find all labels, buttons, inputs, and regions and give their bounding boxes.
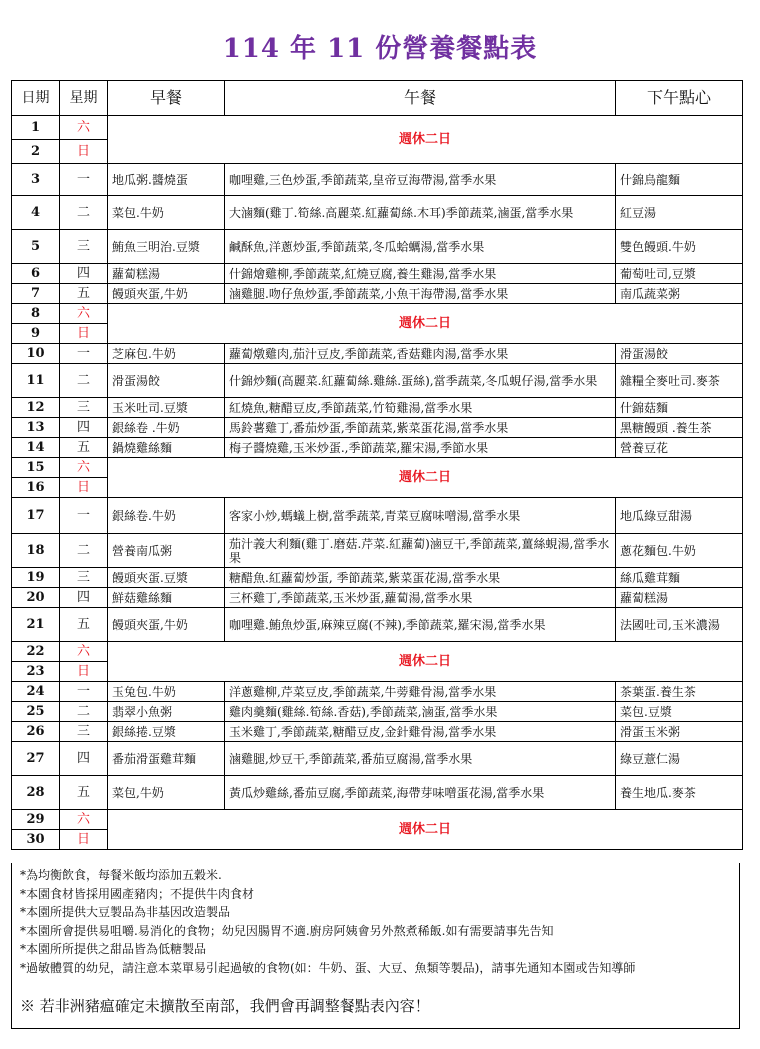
- weekday-cell: 三: [60, 722, 108, 742]
- menu-row: [12, 364, 743, 398]
- menu-row: [12, 682, 743, 702]
- breakfast-cell: 饅頭夾蛋,牛奶: [108, 284, 225, 304]
- weekday-cell: 二: [60, 364, 108, 398]
- weekday-cell: 五: [60, 438, 108, 458]
- date-cell: 14: [12, 438, 60, 458]
- date-cell: 21: [12, 608, 60, 642]
- breakfast-cell: 玉米吐司.豆漿: [108, 398, 225, 418]
- snack-cell: 養生地瓜.麥茶: [616, 776, 743, 810]
- lunch-cell: 鹹酥魚,洋蔥炒蛋,季節蔬菜,冬瓜蛤蠣湯,當季水果: [225, 230, 616, 264]
- menu-row: [12, 702, 743, 722]
- breakfast-cell: 饅頭夾蛋,牛奶: [108, 608, 225, 642]
- holiday-row: [12, 116, 743, 140]
- lunch-cell: 什錦燴雞柳,季節蔬菜,紅燒豆腐,養生雞湯,當季水果: [225, 264, 616, 284]
- lunch-cell: 客家小炒,螞蟻上樹,當季蔬菜,青菜豆腐味噌湯,當季水果: [225, 498, 616, 534]
- snack-cell: 滑蛋玉米粥: [616, 722, 743, 742]
- menu-row: [12, 722, 743, 742]
- holiday-row: [12, 458, 743, 478]
- snack-cell: 什錦菇麵: [616, 398, 743, 418]
- snack-cell: 茶葉蛋.養生茶: [616, 682, 743, 702]
- date-cell: 19: [12, 568, 60, 588]
- breakfast-cell: 鮪魚三明治.豆漿: [108, 230, 225, 264]
- date-cell: 10: [12, 344, 60, 364]
- breakfast-cell: 銀絲卷 .牛奶: [108, 418, 225, 438]
- weekday-cell: 日: [60, 478, 108, 498]
- breakfast-cell: 銀絲捲.豆漿: [108, 722, 225, 742]
- lunch-cell: 玉米雞丁,季節蔬菜,糖醋豆皮,金針雞骨湯,當季水果: [225, 722, 616, 742]
- date-cell: 4: [12, 196, 60, 230]
- lunch-cell: 茄汁義大利麵(雞丁.磨菇.芹菜.紅蘿蔔)滷豆干,季節蔬菜,薑絲蜆湯,當季水果: [225, 534, 616, 568]
- breakfast-cell: 菜包.牛奶: [108, 196, 225, 230]
- header-snack: 下午點心: [616, 81, 743, 116]
- lunch-cell: 雞肉羹麵(雞絲.筍絲.香菇),季節蔬菜,滷蛋,當季水果: [225, 702, 616, 722]
- lunch-cell: 紅燒魚,糖醋豆皮,季節蔬菜,竹筍雞湯,當季水果: [225, 398, 616, 418]
- snack-cell: 菜包.豆漿: [616, 702, 743, 722]
- weekday-cell: 五: [60, 608, 108, 642]
- menu-body: [12, 116, 743, 850]
- menu-row: [12, 164, 743, 196]
- final-note: ※ 若非洲豬瘟確定未擴散至南部，我們會再調整餐點表內容！: [20, 997, 430, 1015]
- breakfast-cell: 銀絲卷.牛奶: [108, 498, 225, 534]
- weekday-cell: 日: [60, 140, 108, 164]
- breakfast-cell: 鍋燒雞絲麵: [108, 438, 225, 458]
- menu-row: [12, 608, 743, 642]
- breakfast-cell: 芝麻包.牛奶: [108, 344, 225, 364]
- snack-cell: 雙色饅頭.牛奶: [616, 230, 743, 264]
- snack-cell: 絲瓜雞茸麵: [616, 568, 743, 588]
- weekday-cell: 二: [60, 702, 108, 722]
- snack-cell: 地瓜綠豆甜湯: [616, 498, 743, 534]
- date-cell: 7: [12, 284, 60, 304]
- date-cell: 24: [12, 682, 60, 702]
- menu-row: [12, 398, 743, 418]
- weekday-cell: 五: [60, 284, 108, 304]
- lunch-cell: 咖哩雞,三色炒蛋,季節蔬菜,皇帝豆海帶湯,當季水果: [225, 164, 616, 196]
- snack-cell: 綠豆薏仁湯: [616, 742, 743, 776]
- lunch-cell: 黃瓜炒雞絲,番茄豆腐,季節蔬菜,海帶芽味噌蛋花湯,當季水果: [225, 776, 616, 810]
- lunch-cell: 梅子醬燒雞,玉米炒蛋.,季節蔬菜,羅宋湯,季節水果: [225, 438, 616, 458]
- weekday-cell: 日: [60, 662, 108, 682]
- snack-cell: 蔥花麵包.牛奶: [616, 534, 743, 568]
- snack-cell: 紅豆湯: [616, 196, 743, 230]
- header-weekday: 星期: [60, 81, 108, 116]
- holiday-label: 週休二日: [108, 642, 743, 682]
- menu-row: [12, 230, 743, 264]
- weekday-cell: 六: [60, 304, 108, 324]
- breakfast-cell: 蘿蔔糕湯: [108, 264, 225, 284]
- weekday-cell: 六: [60, 642, 108, 662]
- snack-cell: 什錦烏龍麵: [616, 164, 743, 196]
- date-cell: 5: [12, 230, 60, 264]
- date-cell: 26: [12, 722, 60, 742]
- weekday-cell: 六: [60, 810, 108, 830]
- note-item: *本園食材皆採用國產豬肉；不提供牛肉食材: [20, 886, 255, 901]
- lunch-cell: 大滷麵(雞丁.筍絲.高麗菜.紅蘿蔔絲.木耳)季節蔬菜,滷蛋,當季水果: [225, 196, 616, 230]
- date-cell: 8: [12, 304, 60, 324]
- weekday-cell: 三: [60, 568, 108, 588]
- breakfast-cell: 地瓜粥.醬燒蛋: [108, 164, 225, 196]
- holiday-row: [12, 642, 743, 662]
- lunch-cell: 馬鈴薯雞丁,番茄炒蛋,季節蔬菜,紫菜蛋花湯,當季水果: [225, 418, 616, 438]
- note-item: *本園所提供大豆製品為非基因改造製品: [20, 905, 231, 919]
- menu-row: [12, 776, 743, 810]
- date-cell: 6: [12, 264, 60, 284]
- menu-row: [12, 438, 743, 458]
- lunch-cell: 什錦炒麵(高麗菜.紅蘿蔔絲.雞絲.蛋絲),當季蔬菜,冬瓜蜆仔湯,當季水果: [225, 364, 616, 398]
- lunch-cell: 蘿蔔燉雞肉,茄汁豆皮,季節蔬菜,香菇雞肉湯,當季水果: [225, 344, 616, 364]
- holiday-label: 週休二日: [108, 116, 743, 164]
- date-cell: 16: [12, 478, 60, 498]
- holiday-row: [12, 304, 743, 324]
- weekday-cell: 二: [60, 196, 108, 230]
- breakfast-cell: 鮮菇雞絲麵: [108, 588, 225, 608]
- date-cell: 15: [12, 458, 60, 478]
- breakfast-cell: 玉兔包.牛奶: [108, 682, 225, 702]
- date-cell: 2: [12, 140, 60, 164]
- weekday-cell: 四: [60, 742, 108, 776]
- date-cell: 18: [12, 534, 60, 568]
- snack-cell: 營養豆花: [616, 438, 743, 458]
- lunch-cell: 咖哩雞.鮪魚炒蛋,麻辣豆腐(不辣),季節蔬菜,羅宋湯,當季水果: [225, 608, 616, 642]
- snack-cell: 葡萄吐司,豆漿: [616, 264, 743, 284]
- weekday-cell: 六: [60, 458, 108, 478]
- date-cell: 9: [12, 324, 60, 344]
- breakfast-cell: 番茄滑蛋雞茸麵: [108, 742, 225, 776]
- weekday-cell: 日: [60, 830, 108, 850]
- date-cell: 23: [12, 662, 60, 682]
- weekday-cell: 日: [60, 324, 108, 344]
- weekday-cell: 二: [60, 534, 108, 568]
- date-cell: 25: [12, 702, 60, 722]
- menu-row: [12, 742, 743, 776]
- menu-row: [12, 196, 743, 230]
- menu-row: [12, 284, 743, 304]
- menu-row: [12, 344, 743, 364]
- header-breakfast: 早餐: [108, 81, 225, 116]
- weekday-cell: 四: [60, 418, 108, 438]
- lunch-cell: 洋蔥雞柳,芹菜豆皮,季節蔬菜,牛蒡雞骨湯,當季水果: [225, 682, 616, 702]
- weekday-cell: 三: [60, 230, 108, 264]
- weekday-cell: 五: [60, 776, 108, 810]
- date-cell: 12: [12, 398, 60, 418]
- lunch-cell: 滷雞腿,炒豆干,季節蔬菜,番茄豆腐湯,當季水果: [225, 742, 616, 776]
- weekday-cell: 四: [60, 264, 108, 284]
- menu-row: [12, 418, 743, 438]
- breakfast-cell: 營養南瓜粥: [108, 534, 225, 568]
- menu-row: [12, 264, 743, 284]
- holiday-row: [12, 810, 743, 830]
- date-cell: 13: [12, 418, 60, 438]
- date-cell: 28: [12, 776, 60, 810]
- date-cell: 3: [12, 164, 60, 196]
- holiday-label: 週休二日: [108, 810, 743, 850]
- note-item: *過敏體質的幼兒，請注意本菜單易引起過敏的食物(如：牛奶、蛋、大豆、魚類等製品)，請事先通知本園或告知導師: [20, 960, 636, 975]
- date-cell: 11: [12, 364, 60, 398]
- lunch-cell: 糖醋魚.紅蘿蔔炒蛋, 季節蔬菜,紫菜蛋花湯,當季水果: [225, 568, 616, 588]
- lunch-cell: 三杯雞丁,季節蔬菜,玉米炒蛋,蘿蔔湯,當季水果: [225, 588, 616, 608]
- breakfast-cell: 滑蛋湯餃: [108, 364, 225, 398]
- date-cell: 20: [12, 588, 60, 608]
- snack-cell: 滑蛋湯餃: [616, 344, 743, 364]
- snack-cell: 黑糖饅頭 .養生茶: [616, 418, 743, 438]
- weekday-cell: 四: [60, 588, 108, 608]
- snack-cell: 南瓜蔬菜粥: [616, 284, 743, 304]
- notes-list: [20, 866, 739, 977]
- menu-row: [12, 568, 743, 588]
- date-cell: 22: [12, 642, 60, 662]
- weekday-cell: 一: [60, 164, 108, 196]
- weekday-cell: 一: [60, 344, 108, 364]
- weekday-cell: 六: [60, 116, 108, 140]
- menu-row: [12, 498, 743, 534]
- weekday-cell: 三: [60, 398, 108, 418]
- note-item: *本園所所提供之甜品皆為低糖製品: [20, 942, 207, 956]
- holiday-label: 週休二日: [108, 458, 743, 498]
- note-item: *本園所會提供易咀嚼.易消化的食物；幼兒因腸胃不適.廚房阿姨會另外熬煮稀飯.如有需要請事先告知: [20, 923, 554, 938]
- date-cell: 17: [12, 498, 60, 534]
- holiday-label: 週休二日: [108, 304, 743, 344]
- snack-cell: 雜糧全麥吐司.麥茶: [616, 364, 743, 398]
- breakfast-cell: 饅頭夾蛋.豆漿: [108, 568, 225, 588]
- header-lunch: 午餐: [225, 81, 616, 116]
- snack-cell: 法國吐司,玉米濃湯: [616, 608, 743, 642]
- weekday-cell: 一: [60, 498, 108, 534]
- page-title: 114 年 11 份營養餐點表: [222, 34, 538, 64]
- notes-section: [11, 863, 740, 1029]
- date-cell: 29: [12, 810, 60, 830]
- weekday-cell: 一: [60, 682, 108, 702]
- menu-table: [11, 80, 743, 850]
- lunch-cell: 滷雞腿.吻仔魚炒蛋,季節蔬菜,小魚干海帶湯,當季水果: [225, 284, 616, 304]
- date-cell: 30: [12, 830, 60, 850]
- snack-cell: 蘿蔔糕湯: [616, 588, 743, 608]
- note-item: *為均衡飲食，每餐米飯均添加五穀米.: [20, 868, 222, 882]
- header-date: 日期: [12, 81, 60, 116]
- header-row: [12, 81, 743, 116]
- menu-row: [12, 588, 743, 608]
- menu-row: [12, 534, 743, 568]
- date-cell: 1: [12, 116, 60, 140]
- date-cell: 27: [12, 742, 60, 776]
- breakfast-cell: 翡翠小魚粥: [108, 702, 225, 722]
- breakfast-cell: 菜包,牛奶: [108, 776, 225, 810]
